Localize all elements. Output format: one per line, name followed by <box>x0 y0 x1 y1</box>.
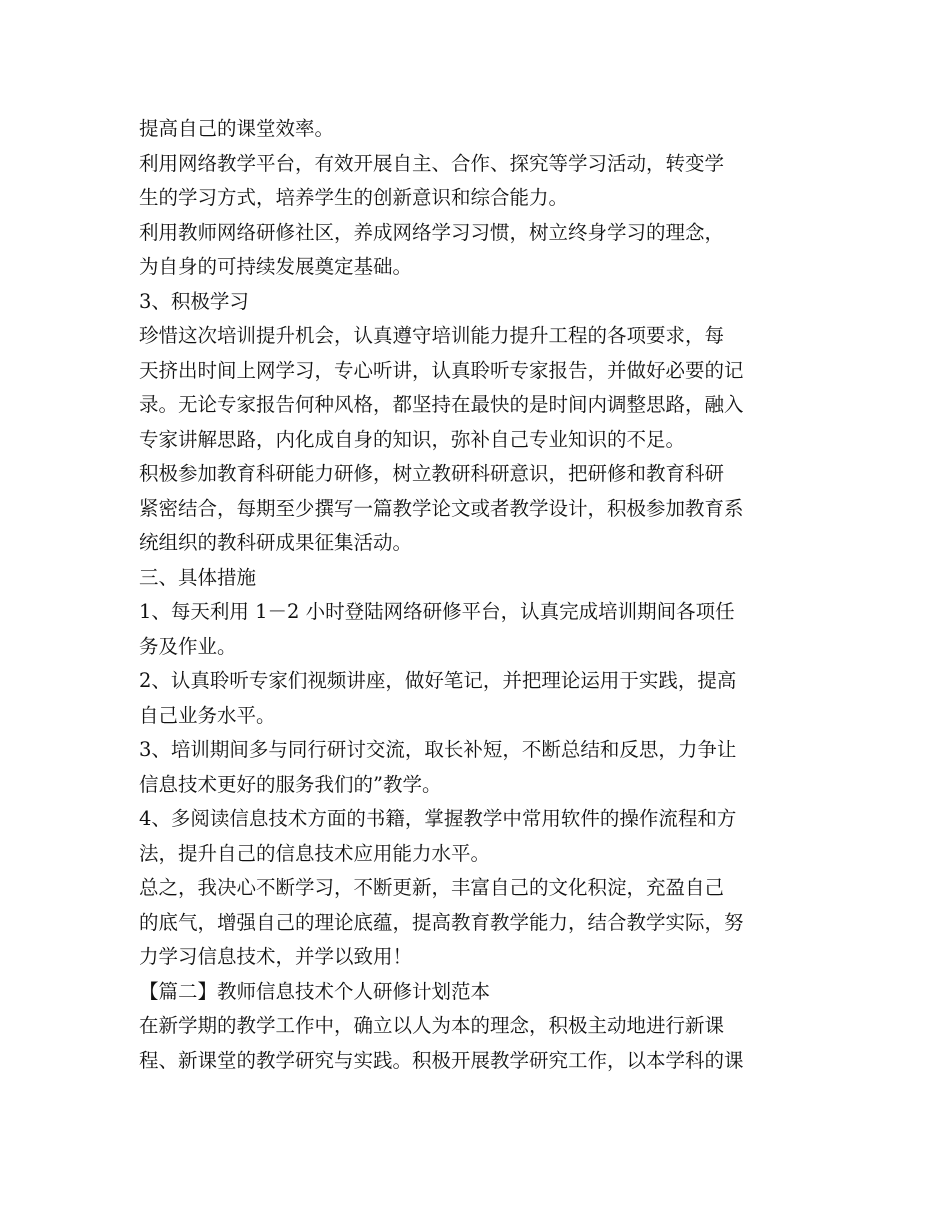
section-heading: 三、具体措施 <box>139 565 257 589</box>
text-line: 紧密结合，每期至少撰写一篇教学论文或者教学设计，积极参加教育系 <box>139 496 744 520</box>
text-line: 在新学期的教学工作中，确立以人为本的理念，积极主动地进行新课 <box>139 1014 725 1037</box>
text-line: 程、新课堂的教学研究与实践。积极开展教学研究工作，以本学科的课 <box>139 1048 744 1072</box>
text-line: 积极参加教育科研能力研修，树立教研科研意识，把研修和教育科研 <box>139 462 725 485</box>
text-line: 力学习信息技术，并学以致用！ <box>139 945 413 968</box>
text-line: 统组织的教科研成果征集活动。 <box>139 531 413 554</box>
text-line: 利用教师网络研修社区，养成网络学习习惯，树立终身学习的理念， <box>139 220 725 244</box>
text-line: 自己业务水平。 <box>139 703 276 727</box>
document-body <box>139 112 819 1078</box>
text-line: 为自身的可持续发展奠定基础。 <box>139 255 413 278</box>
text-line: 天挤出时间上网学习，专心听讲，认真聆听专家报告，并做好必要的记 <box>139 358 744 382</box>
text-line: 2、认真聆听专家们视频讲座，做好笔记，并把理论运用于实践，提高 <box>139 669 737 692</box>
text-line: 3、培训期间多与同行研讨交流，取长补短，不断总结和反思，力争让 <box>139 738 737 761</box>
text-line: 专家讲解思路，内化成自身的知识，弥补自己专业知识的不足。 <box>139 427 686 451</box>
text-line: 珍惜这次培训提升机会，认真遵守培训能力提升工程的各项要求，每 <box>139 324 725 347</box>
text-line: 务及作业。 <box>139 634 237 658</box>
text-line: 生的学习方式，培养学生的创新意识和综合能力。 <box>139 186 569 209</box>
text-line: 法，提升自己的信息技术应用能力水平。 <box>139 841 491 865</box>
text-line: 总之，我决心不断学习，不断更新，丰富自己的文化积淀，充盈自己 <box>139 876 725 899</box>
text-line: 1、每天利用 1－2 小时登陆网络研修平台，认真完成培训期间各项任 <box>139 600 735 623</box>
text-line: 信息技术更好的服务我们的”教学。 <box>139 772 442 796</box>
section-title: 【篇二】教师信息技术个人研修计划范本 <box>139 979 491 1003</box>
text-line: 提高自己的课堂效率。 <box>139 117 335 140</box>
text-line: 4、多阅读信息技术方面的书籍，掌握教学中常用软件的操作流程和方 <box>139 807 737 830</box>
text-line: 的底气，增强自己的理论底蕴，提高教育教学能力，结合教学实际，努 <box>139 910 744 934</box>
text-line: 利用网络教学平台，有效开展自主、合作、探究等学习活动，转变学 <box>139 151 725 175</box>
text-line: 录。无论专家报告何种风格，都坚持在最快的是时间内调整思路，融入 <box>139 393 744 416</box>
section-heading: 3、积极学习 <box>139 289 249 313</box>
